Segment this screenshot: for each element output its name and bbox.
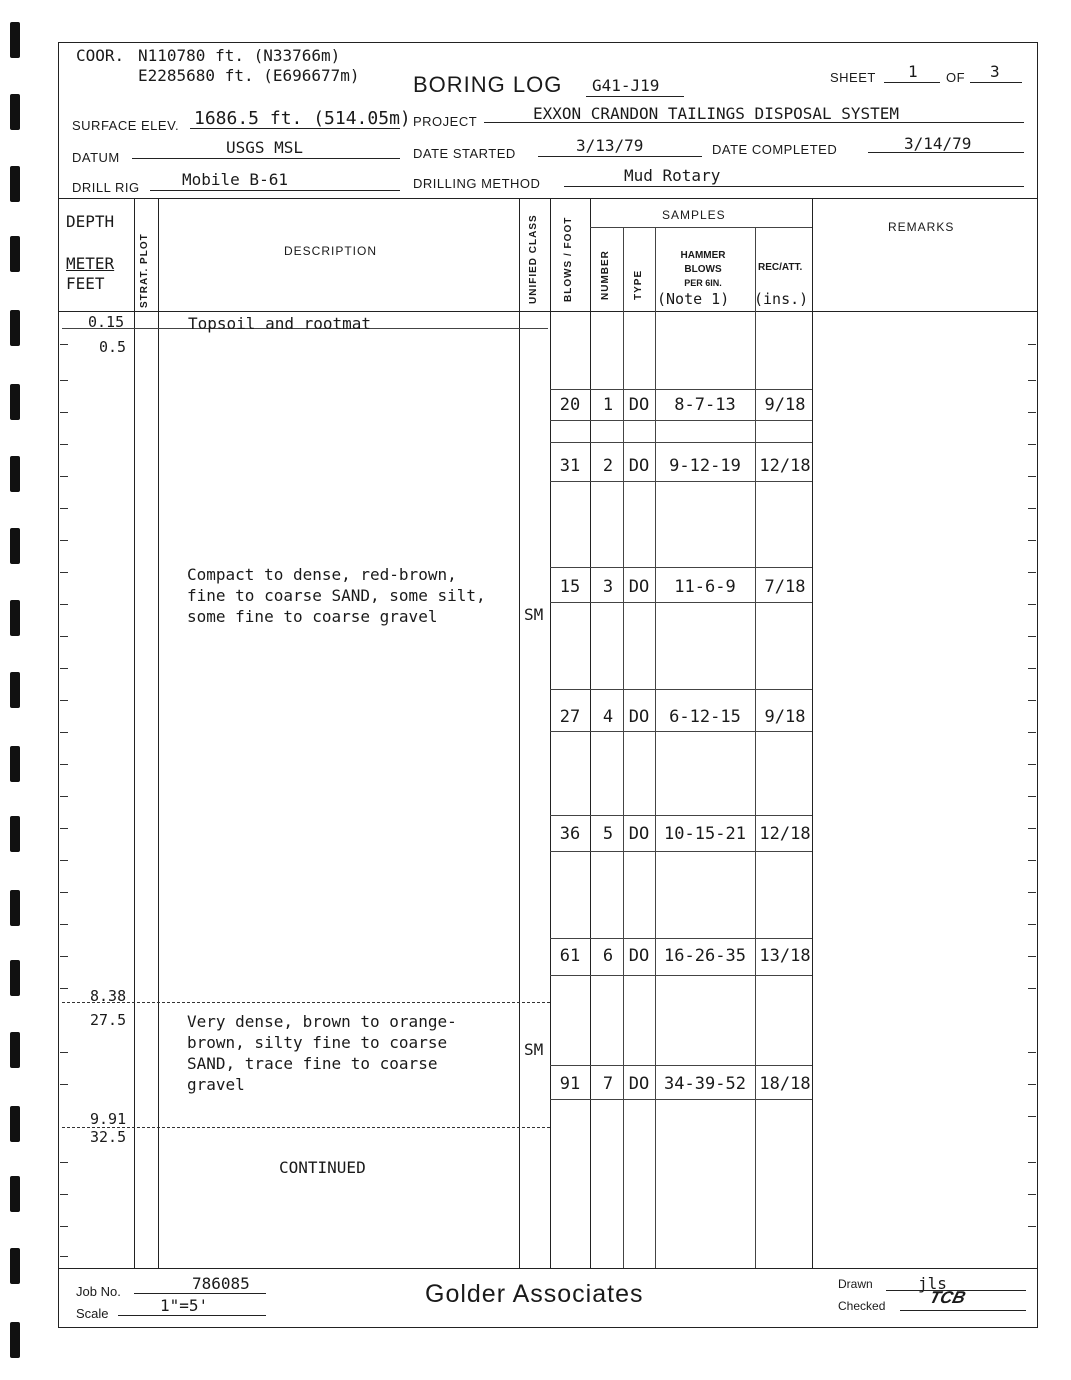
hammer-blows-cell: 6-12-15 (669, 707, 741, 727)
coord-north: N110780 ft. (N33766m) (138, 46, 341, 65)
blows-foot-cell: 61 (559, 946, 581, 966)
depth-header: DEPTH (66, 212, 115, 231)
depth-feet-3: 32.5 (90, 1128, 127, 1146)
punch-hole (10, 166, 20, 202)
company-name: Golder Associates (425, 1280, 644, 1308)
punch-hole (10, 890, 20, 926)
rec-att-header: REC/ATT. (758, 262, 803, 273)
blows-foot-cell: 36 (559, 824, 581, 844)
date-completed: 3/14/79 (904, 134, 972, 153)
recovery-cell: 9/18 (764, 707, 806, 727)
sample-type-cell: DO (628, 395, 650, 415)
hammer-header-3: PER 6IN. (684, 278, 722, 288)
drilling-method-label: DRILLING METHOD (413, 176, 541, 191)
depth-meter-1: 0.15 (88, 313, 125, 331)
sample-type-cell: DO (628, 707, 650, 727)
type-header: TYPE (633, 269, 644, 300)
hammer-blows-cell: 16-26-35 (664, 946, 746, 966)
sample-number-cell: 3 (602, 577, 614, 597)
punch-hole (10, 94, 20, 130)
unified-class-header: UNIFIED CLASS (528, 214, 539, 304)
drilling-method: Mud Rotary (624, 166, 721, 185)
boring-id: G41-J19 (592, 76, 660, 95)
date-started: 3/13/79 (576, 136, 644, 155)
punch-hole (10, 384, 20, 420)
samples-header: SAMPLES (662, 208, 726, 222)
depth-meter-3: 9.91 (90, 1110, 127, 1128)
hammer-blows-cell: 10-15-21 (664, 824, 746, 844)
blows-foot-cell: 20 (559, 395, 581, 415)
sample-type-cell: DO (628, 946, 650, 966)
drill-rig: Mobile B-61 (182, 170, 288, 189)
continued-label: CONTINUED (279, 1158, 366, 1177)
description-header: DESCRIPTION (284, 244, 378, 258)
depth-meter-2: 8.38 (90, 987, 127, 1005)
recovery-cell: 12/18 (759, 456, 811, 476)
number-header: NUMBER (600, 250, 611, 300)
sheet-label: SHEET (830, 70, 876, 85)
recovery-cell: 13/18 (759, 946, 811, 966)
datum: USGS MSL (226, 138, 304, 157)
depth-feet-2: 27.5 (90, 1011, 127, 1029)
blows-foot-header: BLOWS / FOOT (563, 216, 574, 302)
punch-hole (10, 746, 20, 782)
sample-number-cell: 4 (602, 707, 614, 727)
sample-type-cell: DO (628, 1074, 650, 1094)
of-label: OF (946, 70, 966, 85)
recovery-cell: 7/18 (764, 577, 806, 597)
depth-feet-1: 0.5 (99, 338, 127, 356)
hammer-blows-cell: 8-7-13 (674, 395, 736, 415)
hammer-blows-cell: 34-39-52 (664, 1074, 746, 1094)
hammer-blows-cell: 11-6-9 (674, 577, 736, 597)
coord-label: COOR. (76, 46, 125, 65)
punch-hole (10, 1322, 20, 1358)
hammer-note: (Note 1) (657, 290, 730, 308)
job-label: Job No. (76, 1284, 121, 1299)
strat-plot-header: STRAT. PLOT (139, 233, 150, 308)
project-name: EXXON CRANDON TAILINGS DISPOSAL SYSTEM (533, 104, 900, 123)
hammer-header-2: BLOWS (684, 264, 722, 275)
punch-hole (10, 1032, 20, 1068)
punch-hole (10, 672, 20, 708)
coord-east: E2285680 ft. (E696677m) (138, 66, 360, 85)
sample-type-cell: DO (628, 824, 650, 844)
remarks-header: REMARKS (888, 220, 955, 234)
punch-hole (10, 236, 20, 272)
date-completed-label: DATE COMPLETED (712, 142, 838, 157)
punch-hole (10, 528, 20, 564)
drawn-initials: jls (918, 1274, 947, 1293)
sample-type-cell: DO (628, 577, 650, 597)
checked-signature: TCB (927, 1288, 968, 1307)
blows-foot-cell: 15 (559, 577, 581, 597)
recovery-cell: 9/18 (764, 395, 806, 415)
sheet-total: 3 (990, 62, 1000, 81)
punch-hole (10, 816, 20, 852)
datum-label: DATUM (72, 150, 120, 165)
recovery-cell: 18/18 (759, 1074, 811, 1094)
hammer-header-1: HAMMER (680, 250, 726, 261)
drawn-label: Drawn (838, 1277, 873, 1291)
surface-elev: 1686.5 ft. (514.05m) (194, 108, 411, 129)
punch-hole (10, 600, 20, 636)
punch-hole (10, 960, 20, 996)
unified-class-value: SM (524, 605, 544, 624)
recovery-cell: 12/18 (759, 824, 811, 844)
sample-type-cell: DO (628, 456, 650, 476)
drill-rig-label: DRILL RIG (72, 180, 140, 195)
meter-header: METER (66, 254, 115, 273)
punch-hole (10, 1106, 20, 1142)
sample-number-cell: 6 (602, 946, 614, 966)
punch-hole (10, 1176, 20, 1212)
surface-elev-label: SURFACE ELEV. (72, 118, 180, 133)
layer-description: Topsoil and rootmat (188, 314, 372, 333)
feet-header: FEET (66, 274, 105, 293)
sample-number-cell: 1 (602, 395, 614, 415)
sample-number-cell: 2 (602, 456, 614, 476)
layer-description: Compact to dense, red-brown, fine to coarse SAND, some silt, some fine to coarse gravel (187, 565, 486, 626)
rec-units: (ins.) (754, 290, 809, 308)
form-frame (58, 42, 1038, 1328)
hammer-blows-cell: 9-12-19 (669, 456, 741, 476)
blows-foot-cell: 31 (559, 456, 581, 476)
checked-label: Checked (838, 1299, 886, 1313)
layer-description: Very dense, brown to orange-brown, silty fine to coarse SAND, trace fine to coarse gravel (187, 1012, 457, 1094)
project-label: PROJECT (413, 114, 478, 129)
sample-number-cell: 7 (602, 1074, 614, 1094)
job-number: 786085 (192, 1274, 250, 1293)
blows-foot-cell: 91 (559, 1074, 581, 1094)
punch-hole (10, 1248, 20, 1284)
scale-value: 1"=5' (160, 1296, 209, 1315)
punch-hole (10, 456, 20, 492)
punch-hole (10, 22, 20, 58)
sheet-number: 1 (908, 62, 918, 81)
blows-foot-cell: 27 (559, 707, 581, 727)
punch-hole (10, 310, 20, 346)
unified-class-value: SM (524, 1040, 544, 1059)
form-title: BORING LOG (413, 72, 563, 97)
scale-label: Scale (76, 1306, 109, 1321)
date-started-label: DATE STARTED (413, 146, 516, 161)
sample-number-cell: 5 (602, 824, 614, 844)
